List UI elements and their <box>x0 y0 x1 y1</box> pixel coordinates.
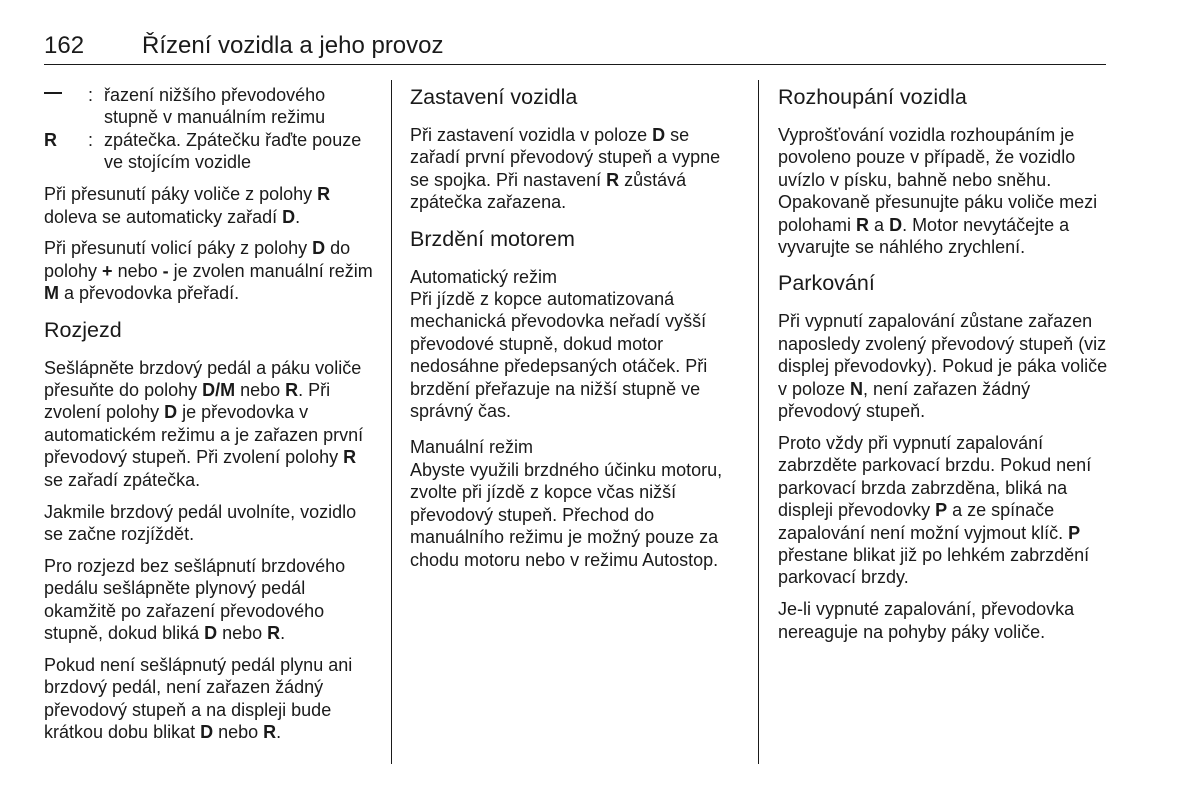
paragraph: Vyprošťování vozidla rozhoupáním je povoleno pouze v případě, že vozidlo uvízlo v písku, bahně nebo sněhu. Opakovaně přesunujte páku voliče mezi polohami R a D. Motor nevytáčejte a vyvarujte se náhlého zrychlení. <box>778 125 1098 258</box>
page-header <box>44 28 1106 65</box>
page-number: 162 <box>44 32 85 59</box>
paragraph: Sešlápněte brzdový pedál a páku voliče přesuňte do polohy D/M nebo R. Při zvolení polohy D je převodovka v automatickém režimu a je zařazen první převodový stupeň. Při zvolení polohy R se zařadí zpátečka. <box>44 357 364 490</box>
minus-symbol <box>44 84 88 129</box>
section-heading: Zastavení vozidla <box>410 85 578 109</box>
paragraph: Jakmile brzdový pedál uvolníte, vozidlo se začne rozjíždět. <box>44 501 357 544</box>
column-divider <box>758 80 759 764</box>
section-heading: Parkování <box>778 271 875 296</box>
subsection-heading: Manuální režim <box>410 437 534 458</box>
paragraph: Pokud není sešlápnutý pedál plynu ani brzdový pedál, není zařazen žádný převodový stupeň a na displeji bude krátkou dobu blikat D nebo R. <box>44 655 353 743</box>
paragraph: Proto vždy při vypnutí zapalování zabrzděte parkovací brzdu. Pokud není parkovací brzda zabrzděna, bliká na displeji převodovky P a ze spínače zapalování není možní vyjmout klíč. P přestane blikat již po lehkém zabrzdění parkovací brzdy. <box>778 432 1092 588</box>
paragraph: Při vypnutí zapalování zůstane zařazen naposledy zvolený převodový stupeň (viz displej převodovky). Pokud je páka voliče v poloze N, není zařazen žádný převodový stupeň. <box>778 311 1108 422</box>
page-title: Řízení vozidla a jeho provoz <box>142 32 444 59</box>
paragraph: Je-li vypnuté zapalování, převodovka nereaguje na pohyby páky voliče. <box>778 599 1075 642</box>
definition-r: R : zpátečka. Zpátečku řaďte pouze ve stojícím vozidle <box>44 129 376 174</box>
column-middle <box>410 84 740 580</box>
paragraph: Pro rozjezd bez sešlápnutí brzdového pedálu sešlápněte plynový pedál okamžitě po zařazení převodového stupně, dokud bliká D nebo R. <box>44 555 346 644</box>
section-heading: Brzdění motorem <box>410 226 575 251</box>
definition-term: R <box>44 129 57 150</box>
paragraph: Abyste využili brzdného účinku motoru, zvolte při jízdě z kopce včas nižší převodový stupeň. Přechod do manuálního režimu je možný pouze za chodu motoru nebo v režimu Autostop. <box>410 459 723 570</box>
section-heading: Rozjezd <box>44 317 122 342</box>
definition-minus: : řazení nižšího převodového stupně v manuálním režimu <box>44 84 376 129</box>
column-divider <box>391 80 392 764</box>
column-left <box>44 84 376 753</box>
paragraph: Při jízdě z kopce automatizovaná mechanická převodovka neřadí vyšší převodové stupně, dokud motor nedosáhne předepsaných otáček. Při brzdění přeřazuje na nižší stupně ve správný čas. <box>410 289 708 422</box>
column-right <box>778 84 1108 653</box>
subsection-heading: Automatický režim <box>410 266 558 287</box>
definition-text: řazení nižšího převodového stupně v manuálním režimu <box>104 85 326 128</box>
paragraph: Při zastavení vozidla v poloze D se zařadí první převodový stupeň a vypne se spojka. Při nastavení R zůstává zpátečka zařazena. <box>410 125 721 213</box>
definition-text: zpátečka. Zpátečku řaďte pouze ve stojícím vozidle <box>104 129 362 173</box>
section-heading: Rozhoupání vozidla <box>778 85 967 109</box>
paragraph: Při přesunutí páky voliče z polohy R doleva se automaticky zařadí D. <box>44 184 331 227</box>
paragraph: Při přesunutí volicí páky z polohy D do polohy + nebo - je zvolen manuální režim M a převodovka přeřadí. <box>44 238 373 304</box>
